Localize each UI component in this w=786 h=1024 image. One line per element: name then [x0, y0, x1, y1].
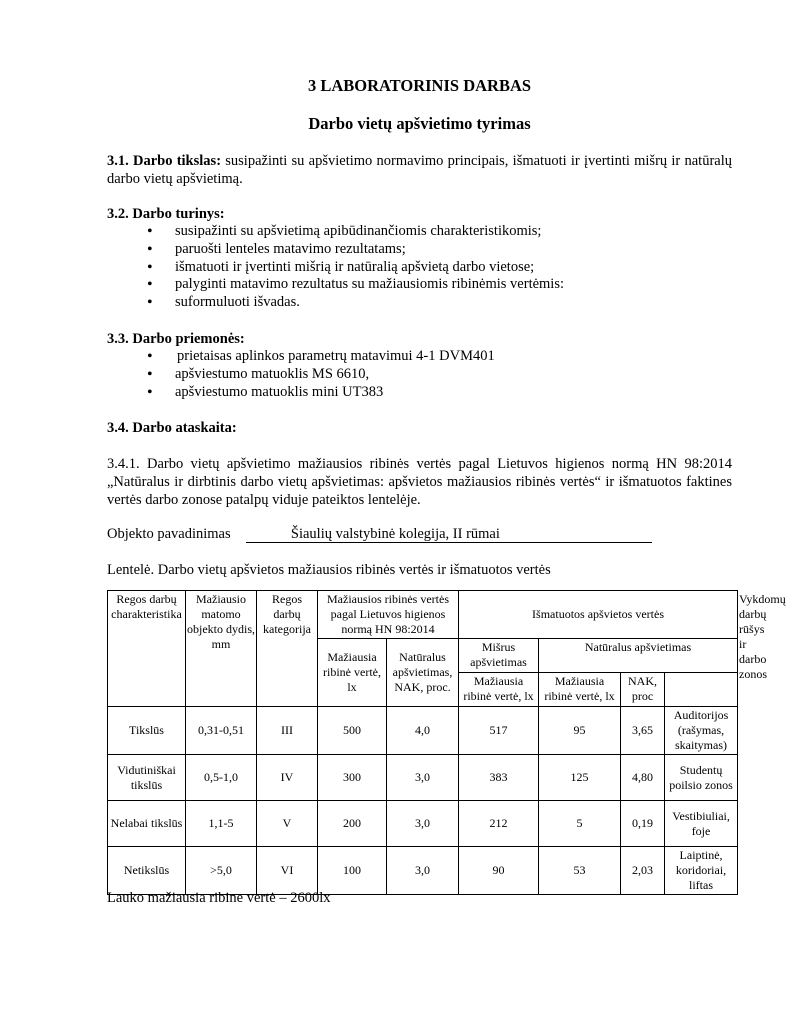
table-cell: Tikslūs	[108, 707, 186, 755]
table-cell: 5	[539, 801, 621, 847]
table-cell: 2,03	[621, 847, 665, 895]
list-item: • palyginti matavimo rezultatus su mažiausiomis ribinėmis vertėmis:	[147, 276, 564, 294]
table-cell: 0,5-1,0	[186, 755, 257, 801]
object-name-field: Šiaulių valstybinė kolegija, II rūmai	[246, 526, 652, 543]
table-row	[108, 801, 738, 847]
table-cell: 125	[539, 755, 621, 801]
table-cell: 3,0	[387, 755, 459, 801]
table-cell: 1,1-5	[186, 801, 257, 847]
list-item: • paruošti lenteles matavimo rezultatams;	[147, 241, 564, 259]
table-cell: IV	[257, 755, 318, 801]
table-cell: 500	[318, 707, 387, 755]
table-cell: 100	[318, 847, 387, 895]
header-cell: Mažiausia ribinė vertė, lx	[318, 639, 387, 707]
table-row	[108, 755, 738, 801]
section-goal-label: 3.1. Darbo tikslas:	[107, 153, 222, 169]
table-cell: 0,31-0,51	[186, 707, 257, 755]
table-cell: 4,80	[621, 755, 665, 801]
header-cell: Mažiausios ribinės vertės pagal Lietuvos higienos normą HN 98:2014	[318, 591, 459, 639]
table-cell: 4,0	[387, 707, 459, 755]
table-cell: 90	[459, 847, 539, 895]
header-cell: Mažiausia ribinė vertė, lx	[539, 673, 621, 707]
table-cell: VI	[257, 847, 318, 895]
list-item: • išmatuoti ir įvertinti mišrią ir natūralią apšvietą darbo vietose;	[147, 259, 564, 277]
page-subtitle: Darbo vietų apšvietimo tyrimas	[308, 114, 531, 133]
table-cell: III	[257, 707, 318, 755]
table-cell: 53	[539, 847, 621, 895]
table-caption: Lentelė. Darbo vietų apšvietos mažiausios ribinės vertės ir išmatuotos vertės	[107, 562, 551, 578]
table-cell: 95	[539, 707, 621, 755]
table-cell: Nelabai tikslūs	[108, 801, 186, 847]
table-cell: Vidutiniškai tikslūs	[108, 755, 186, 801]
page-title: 3 LABORATORINIS DARBAS	[307, 76, 532, 95]
table-cell: Auditorijos (rašymas, skaitymas)	[665, 707, 738, 755]
list-item: • apšviestumo matuoklis MS 6610,	[147, 366, 495, 384]
header-cell: Mažiausia ribinė vertė, lx	[459, 673, 539, 707]
list-item: • suformuluoti išvadas.	[147, 294, 564, 312]
report-paragraph: 3.4.1. Darbo vietų apšvietimo mažiausios ribinės vertės pagal Lietuvos higienos normą HN 98:2014 „Natūralus ir dirbtinis darbo vietų apšvietimas: apšvietos mažiausios ribinės vertės“ ir išmatuotos faktines vertės darbo zonose patalpų viduje pateiktos lentelėje.	[107, 456, 732, 508]
table-cell: Laiptinė, koridoriai, liftas	[665, 847, 738, 895]
list-item: • prietaisas aplinkos parametrų matavimui 4-1 DVM401	[147, 348, 495, 366]
table-row	[108, 707, 738, 755]
header-cell: Natūralus apšvietimas	[539, 639, 738, 673]
table-cell: 200	[318, 801, 387, 847]
header-cell: NAK, proc	[621, 673, 665, 707]
header-cell: Regos darbų kategorija	[257, 591, 318, 707]
list-item: • susipažinti su apšvietimą apibūdinančiomis charakteristikomis;	[147, 223, 564, 241]
header-cell: Mažiausio matomo objekto dydis, mm	[186, 591, 257, 707]
list-item: • apšviestumo matuoklis mini UT383	[147, 384, 495, 402]
table-cell: V	[257, 801, 318, 847]
table-cell: >5,0	[186, 847, 257, 895]
illumination-table	[107, 590, 786, 895]
table-cell: Vestibiuliai, foje	[665, 801, 738, 847]
table-header-row: Regos darbų charakteristika Mažiausio matomo objekto dydis, mm Regos darbų kategorija Mažiausios ribinės vertės pagal Lietuvos higienos normą HN 98:2014 Išmatuotos apšvietos vertės Vykdomų darbų rūšys ir darbo zonos	[108, 591, 738, 639]
table-cell: 0,19	[621, 801, 665, 847]
header-cell: Regos darbų charakteristika	[108, 591, 186, 707]
table-cell: 300	[318, 755, 387, 801]
header-cell: Natūralus apšvietimas, NAK, proc.	[387, 639, 459, 707]
content-list	[147, 223, 564, 312]
object-label: Objekto pavadinimas	[107, 526, 231, 542]
header-cell: Mišrus apšvietimas	[459, 639, 539, 673]
section-goal-text: susipažinti su apšvietimo normavimo principais, išmatuoti ir įvertinti mišrų ir natūralų darbo vietų apšvietimą.	[107, 153, 733, 187]
table-cell: 3,0	[387, 847, 459, 895]
object-line	[107, 526, 652, 543]
section-tools-label: 3.3. Darbo priemonės:	[107, 331, 245, 347]
table-cell: Netikslūs	[108, 847, 186, 895]
header-cell: Išmatuotos apšvietos vertės	[459, 591, 738, 639]
table-cell: 3,0	[387, 801, 459, 847]
table-cell: 517	[459, 707, 539, 755]
section-report-label: 3.4. Darbo ataskaita:	[107, 420, 237, 436]
table-cell: 212	[459, 801, 539, 847]
footer-note: Lauko mažiausia ribine vertė – 2600lx	[107, 890, 331, 906]
section-goal	[107, 152, 732, 188]
tools-list	[147, 348, 495, 401]
table-cell: 3,65	[621, 707, 665, 755]
section-content-label: 3.2. Darbo turinys:	[107, 206, 225, 222]
table-cell: 383	[459, 755, 539, 801]
table-cell: Studentų poilsio zonos	[665, 755, 738, 801]
table-row	[108, 847, 738, 895]
